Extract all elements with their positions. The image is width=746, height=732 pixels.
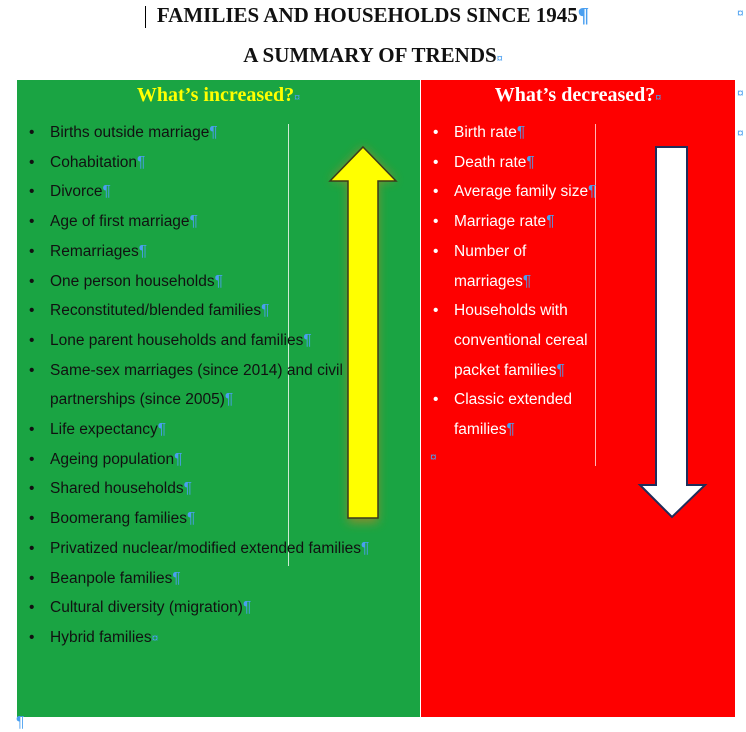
list-item-text: Average family size (454, 183, 589, 201)
list-item (422, 237, 598, 296)
pilcrow-mark: ¶ (102, 183, 111, 201)
pilcrow-mark: ¶ (516, 124, 526, 141)
pilcrow-mark: ¶ (209, 124, 218, 141)
pilcrow-mark: ¶ (137, 153, 146, 171)
pilcrow-mark: ¶ (138, 242, 148, 260)
decreased-list (422, 118, 598, 445)
pilcrow-mark: ¶ (526, 153, 535, 171)
list-item-text: Births outside marriage (50, 124, 210, 141)
pilcrow-mark: ¶ (242, 599, 252, 617)
cell-end-mark: ¤ (430, 450, 437, 464)
list-item-text: Ageing population (50, 450, 175, 468)
list-item-text: Lone parent households and families (50, 331, 304, 349)
list-item (422, 385, 598, 444)
cell-end-mark: ¤ (151, 630, 159, 645)
row-end-mark: ¤ (737, 6, 744, 20)
pilcrow-mark: ¶ (303, 331, 312, 349)
list-item-text: Privatized nuclear/modified extended families (50, 539, 362, 557)
list-item (422, 148, 598, 178)
pilcrow-mark: ¶ (172, 569, 181, 587)
cell-end-mark: ¤ (655, 90, 662, 104)
page-title: FAMILIES AND HOUSEHOLDS SINCE 1945¶ (156, 3, 590, 27)
decreased-heading: What’s decreased?¤ (494, 84, 662, 106)
list-item (422, 207, 598, 237)
pilcrow-mark: ¶ (224, 391, 234, 409)
list-item-text: Cohabitation (50, 153, 138, 171)
list-item-text: Number of marriages (454, 242, 527, 290)
pilcrow-mark: ¶ (16, 714, 25, 731)
list-item-text: Boomerang families (50, 510, 187, 528)
cell-end-mark: ¤ (496, 51, 503, 65)
list-item-text: Life expectancy (50, 421, 158, 439)
pilcrow-mark: ¶ (556, 361, 565, 379)
list-item (18, 564, 418, 594)
page-subtitle: A SUMMARY OF TRENDS¤ (243, 43, 503, 67)
list-item-text: Same-sex marriages (since 2014) and civil partnerships (since 2005) (50, 361, 343, 409)
row-end-mark: ¤ (737, 86, 744, 100)
list-item (18, 593, 418, 623)
pilcrow-mark: ¶ (261, 302, 270, 320)
list-item-text: Birth rate (454, 124, 517, 141)
pilcrow-mark: ¶ (522, 272, 532, 290)
list-item-text: Shared households (50, 480, 184, 498)
pilcrow-mark: ¶ (546, 213, 555, 231)
list-item-text: Death rate (454, 153, 527, 171)
list-item (18, 534, 418, 564)
pilcrow-mark: ¶ (189, 213, 198, 231)
list-item-text: One person households (50, 272, 215, 290)
pilcrow-mark: ¶ (577, 3, 590, 27)
pilcrow-mark: ¶ (506, 421, 515, 439)
up-arrow-icon (318, 135, 408, 535)
list-item-text: Hybrid families (50, 628, 152, 646)
list-item-text: Marriage rate (454, 213, 547, 231)
list-item-text: Reconstituted/blended families (50, 302, 262, 320)
pilcrow-mark: ¶ (361, 539, 370, 557)
pilcrow-mark: ¶ (214, 272, 223, 290)
pilcrow-mark: ¶ (186, 510, 196, 528)
increased-heading: What’s increased?¤ (136, 84, 301, 106)
row-end-mark: ¤ (737, 126, 744, 140)
list-item-text: Divorce (50, 183, 103, 201)
list-item (422, 296, 598, 385)
list-item (422, 118, 598, 148)
list-item-text: Classic extended families (454, 391, 573, 439)
list-item (18, 623, 418, 654)
list-item-text: Remarriages (50, 242, 139, 260)
pilcrow-mark: ¶ (183, 480, 192, 498)
list-item (422, 177, 598, 207)
list-item-text: Age of first marriage (50, 213, 190, 231)
pilcrow-mark: ¶ (588, 183, 597, 201)
list-item-text: Cultural diversity (migration) (50, 599, 243, 617)
down-arrow-icon (636, 143, 710, 523)
list-item-text: Beanpole families (50, 569, 173, 587)
pilcrow-mark: ¶ (174, 450, 183, 468)
cell-end-mark: ¤ (294, 90, 301, 104)
list-item-text: Households with conventional cereal packet families (454, 302, 588, 379)
pilcrow-mark: ¶ (157, 421, 167, 439)
